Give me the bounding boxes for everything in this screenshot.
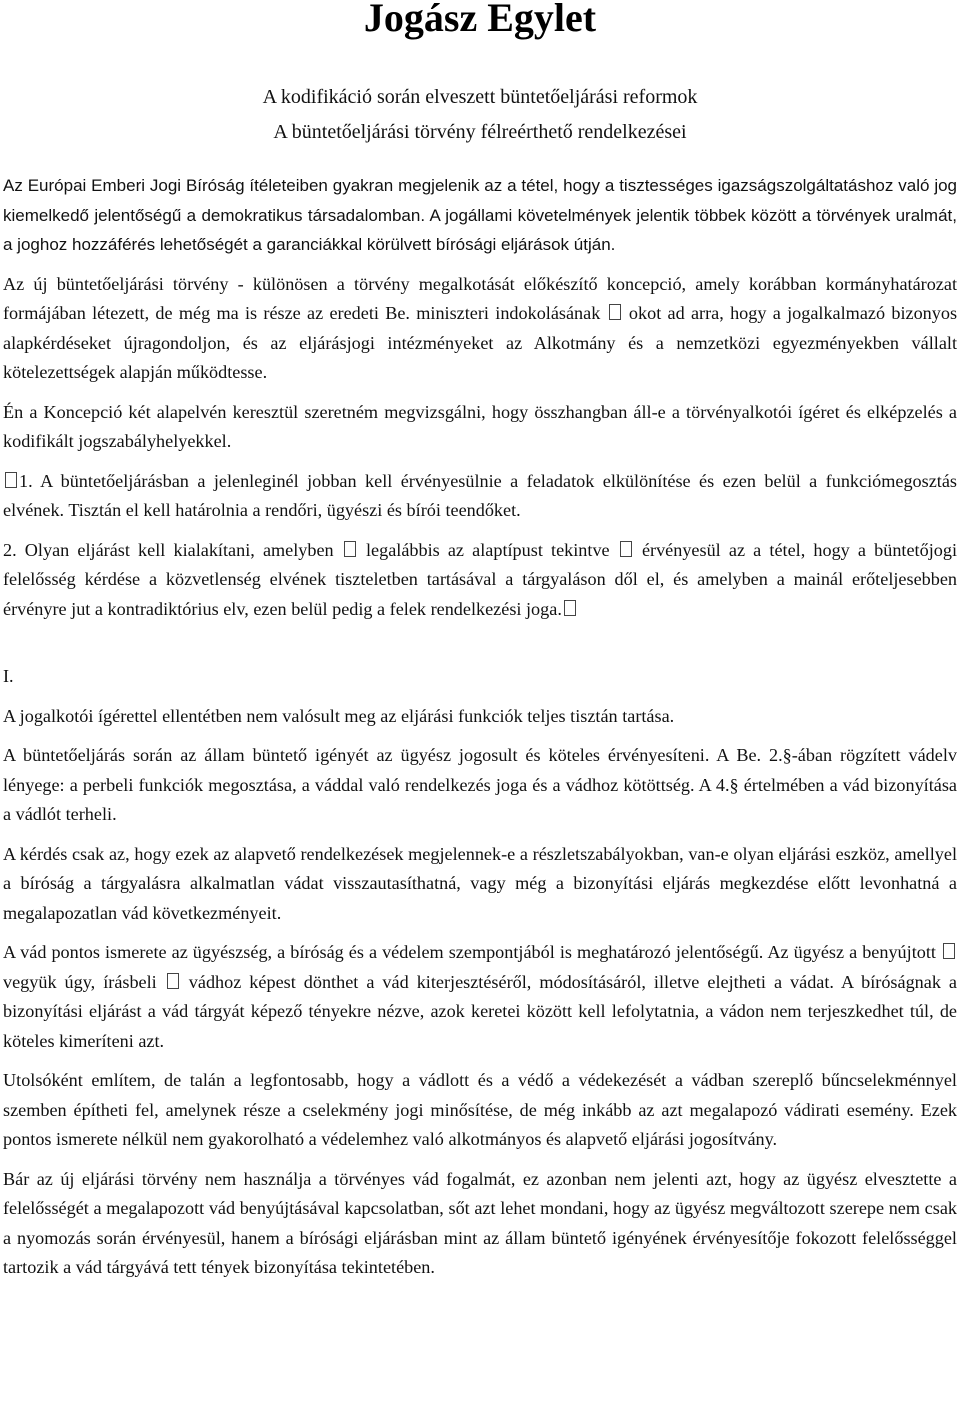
- paragraph-9-text-b: vegyük úgy, írásbeli: [3, 971, 157, 992]
- missing-glyph-icon: [620, 541, 632, 557]
- paragraph-1: Az Európai Emberi Jogi Bíróság ítéleteiben gyakran megjelenik az a tétel, hogy a tisztességes igazságszolgáltatáshoz való jog kiemelkedő jelentőségű a demokratikus társadalomban. A jogállami követelmények jelentik többek között a törvények uralmát, a joghoz hozzáférés lehetőségét a garanciákkal körülvett bírósági eljárások útján.: [3, 176, 957, 254]
- paragraph-2: [3, 270, 957, 388]
- paragraph-9-text-c: vádhoz képest dönthet a vád kiterjesztéséről, módosításáról, illetve elejtheti a vádat. A bíróságnak a bizonyítási eljárást a vád tárgyát képező tényekre nézve, azok keretei között kell lefolytatnia, a vádon nem terjeszkedhet túl, de köteles kimeríteni azt.: [3, 971, 958, 1051]
- missing-glyph-icon: [609, 304, 621, 320]
- paragraph-5-text-a: 2. Olyan eljárást kell kialakítani, amelyben: [3, 539, 334, 560]
- paragraph-5: [3, 536, 957, 625]
- paragraph-4: [3, 467, 957, 526]
- missing-glyph-icon: [943, 943, 955, 959]
- paragraph-8: A kérdés csak az, hogy ezek az alapvető rendelkezések megjelennek-e a részletszabályokban, van-e olyan eljárási eszköz, amellyel a bíróság a tárgyalásra alkalmatlan vádat visszautasíthatná, vagy még a bizonyítási eljárás megkezdése előtt levonhatná a megalapozatlan vád következményeit.: [3, 843, 957, 923]
- paragraph-3: Én a Koncepció két alapelvén keresztül szeretném megvizsgálni, hogy összhangban áll-e a törvényalkotói ígéret és elképzelés a kodifikált jogszabályhelyekkel.: [3, 401, 957, 451]
- section-heading-roman: I.: [3, 666, 14, 686]
- missing-glyph-icon: [344, 541, 356, 557]
- subtitle-1: A kodifikáció során elveszett büntetőeljárási reformok: [262, 86, 698, 108]
- paragraph-4-text: 1. A büntetőeljárásban a jelenleginél jobban kell érvényesülnie a feladatok elkülönítése és ezen belül a funkciómegosztás elvének. Tisztán el kell határolnia a rendőri, ügyészi és bírói teendőket.: [3, 470, 957, 520]
- subtitle-2: A büntetőeljárási törvény félreérthető rendelkezései: [273, 121, 687, 143]
- paragraph-9-text-a: A vád pontos ismerete az ügyészség, a bíróság és a védelem szempontjából is meghatározó jelentőségű. Az ügyész a benyújtott: [3, 942, 936, 962]
- paragraph-11: Bár az új eljárási törvény nem használja a törvényes vád fogalmát, ez azonban nem jelenti azt, hogy az ügyész elvesztette a felelősségét a megalapozott vád benyújtásával kapcsolatban, sőt azt lehet mondani, hogy az ügyész megváltozott szerepe nem csak a nyomozás során érvényesül, hanem a bírósági eljárásban mint az állam büntető igényének érvényesítője fokozott felelősséggel tartozik a vád tárgyává tett tények bizonyítása tekintetében.: [3, 1168, 957, 1277]
- missing-glyph-icon: [564, 600, 576, 616]
- paragraph-7: A büntetőeljárás során az állam büntető igényét az ügyész jogosult és köteles érvényesíteni. A Be. 2.§-ában rögzített vádelv lényege: a perbeli funkciók megosztása, a váddal való rendelkezés joga és a vádhoz kötöttség. A 4.§ értelmében a vád bizonyítása a vádlót terheli.: [3, 745, 957, 824]
- paragraph-9: [3, 938, 957, 1056]
- paragraph-2-text-a: Az új büntetőeljárási törvény - különösen a törvény megalkotását előkészítő koncepció, amely korábban kormányhatározat formájában létezett, de még ma is része az eredeti Be. miniszteri indokolásának: [3, 273, 957, 323]
- paragraph-6: A jogalkotói ígérettel ellentétben nem valósult meg az eljárási funkciók teljes tisztán tartása.: [3, 705, 675, 726]
- missing-glyph-icon: [167, 973, 179, 989]
- paragraph-5-text-b: legalábbis az alaptípust tekintve: [365, 539, 610, 560]
- paragraph-5-text-c: érvényesül az a tétel, hogy a büntetőjogi felelősség kérdése a közvetlenség elvének tiszteletben tartásával a tárgyaláson dől el, és amelyben a mainál erőteljesebben érvényre jut a kontradiktórius elv, ezen belül pedig a felek rendelkezési joga.: [3, 539, 958, 619]
- paragraph-10: Utolsóként említem, de talán a legfontosabb, hogy a vádlott és a védő a védekezését a vádban szereplő bűncselekménnyel szemben építheti fel, amelynek része a cselekmény jogi minősítése, de még inkább az azt megalapozó vádirati esemény. Ezek pontos ismerete nélkül nem gyakorolható a védelemhez való alkotmányos és alapvető eljárási jogosítvány.: [3, 1070, 957, 1149]
- paragraph-2-text-b: okot ad arra, hogy a jogalkalmazó bizonyos alapkérdéseket újragondoljon, és az eljárásjogi intézményeket az Alkotmány és a nemzetközi egyezményekben vállalt kötelezettségek alapján működtesse.: [3, 303, 958, 382]
- missing-glyph-icon: [5, 472, 17, 488]
- document-title: Jogász Egylet: [363, 0, 597, 40]
